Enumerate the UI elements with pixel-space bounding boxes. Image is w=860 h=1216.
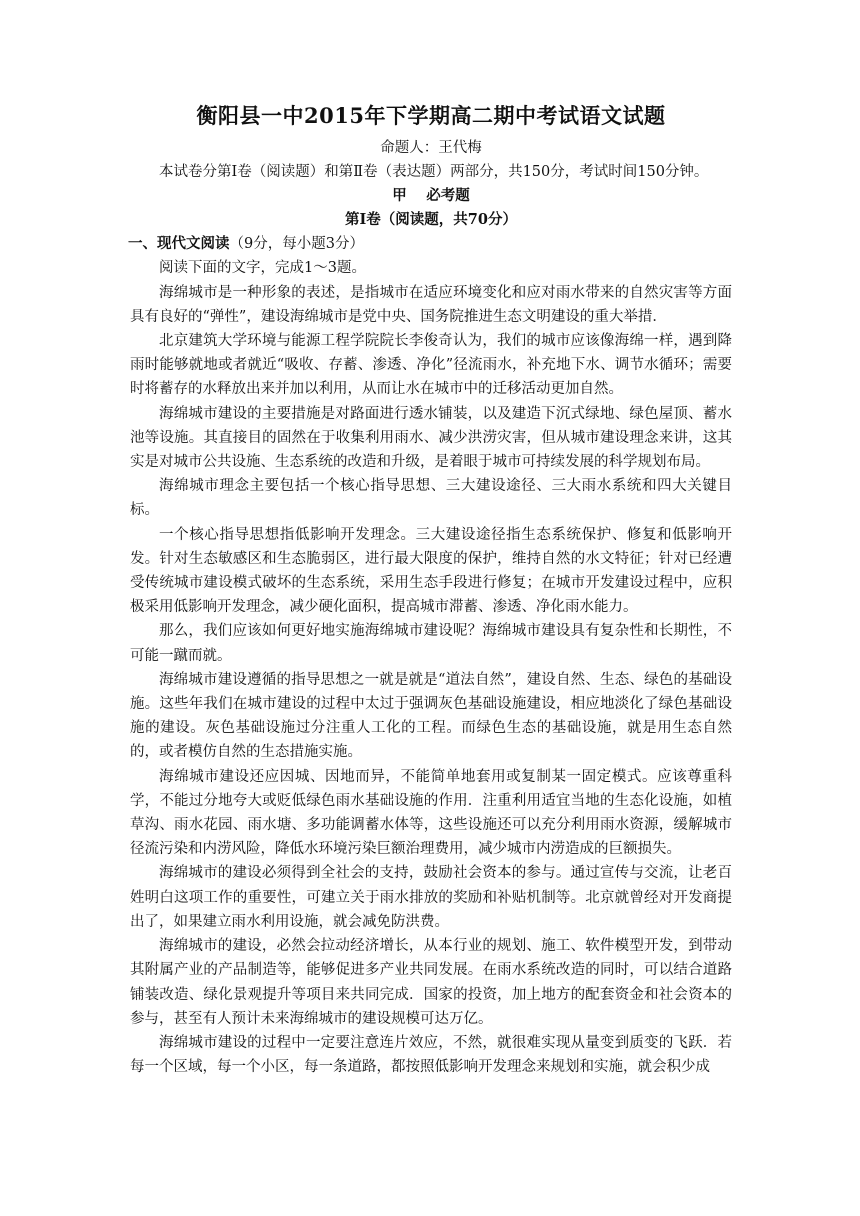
passage-paragraph: 那么，我们应该如何更好地实施海绵城市建设呢？海绵城市建设具有复杂性和长期性，不可能一蹴而就。: [130, 623, 732, 664]
passage-paragraph: 海绵城市是一种形象的表述，是指城市在适应环境变化和应对雨水带来的自然灾害等方面具有良好的“弹性”，建设海绵城市是党中央、国务院推进生态文明建设的重大举措．: [130, 284, 732, 325]
section-title: 一、现代文阅读: [128, 235, 230, 253]
passage-paragraph: 一个核心指导思想指低影响开发理念。三大建设途径指生态系统保护、修复和低影响开发。针对生态敏感区和生态脆弱区，进行最大限度的保护，维持自然的水文特征；针对已经遭受传统城市建设模式破坏的生态系统，采用生态手段进行修复；在城市开发建设过程中，应积极采用低影响开发理念，减少硬化面积，提高城市滞蓄、渗透、净化雨水能力。: [130, 526, 732, 616]
passage-paragraph: 海绵城市建设还应因城、因地而异，不能简单地套用或复制某一固定模式。应该尊重科学，不能过分地夸大或贬低绿色雨水基础设施的作用．注重利用适宜当地的生态化设施，如植草沟、雨水花园、雨水塘、多功能调蓄水体等，这些设施还可以充分利用雨水资源，缓解城市径流污染和内涝风险，降低水环境污染巨额治理费用，减少城市内涝造成的巨额损失。: [130, 768, 732, 858]
volume-heading: 第Ⅰ卷（阅读题，共70分）: [345, 211, 517, 229]
section-score-note: （9分，每小题3分）: [229, 236, 364, 253]
passage-paragraph: 北京建筑大学环境与能源工程学院院长李俊奇认为，我们的城市应该像海绵一样，遇到降雨时能够就地或者就近“吸收、存蓄、渗透、净化”径流雨水，补充地下水、调节水循环；需要时将蓄存的水释放出来并加以利用，从而让水在城市中的迁移活动更加自然。: [130, 333, 732, 398]
author-line: 命题人：王代梅: [380, 140, 482, 156]
part-heading: 甲 必考题: [392, 187, 470, 205]
passage-paragraph: 海绵城市建设的过程中一定要注意连片效应，不然，就很难实现从量变到质变的飞跃．若每一个区域，每一个小区，每一条道路，都按照低影响开发理念来规划和实施，就会积少成: [130, 1034, 732, 1076]
passage-paragraph: 海绵城市建设遵循的指导思想之一就是就是“道法自然”，建设自然、生态、绿色的基础设施。这些年我们在城市建设的过程中太过于强调灰色基础设施建设，相应地淡化了绿色基础设施的建设。灰色基础设施过分注重人工化的工程。而绿色生态的基础设施，就是用生态自然的，或者模仿自然的生态措施实施。: [130, 671, 732, 761]
section-heading: [128, 232, 732, 256]
passage-paragraph: 海绵城市的建设，必然会拉动经济增长，从本行业的规划、施工、软件模型开发，到带动其附属产业的产品制造等，能够促进多产业共同发展。在雨水系统改造的同时，可以结合道路铺装改造、绿化景观提升等项目来共同完成．国家的投资，加上地方的配套资金和社会资本的参与，甚至有人预计未来海绵城市的建设规模可达万亿。: [130, 938, 732, 1027]
exam-notice: 本试卷分第Ⅰ卷（阅读题）和第Ⅱ卷（表达题）两部分，共150分，考试时间150分钟。: [159, 164, 709, 180]
passage-paragraph: 海绵城市的建设必须得到全社会的支持，鼓励社会资本的参与。通过宣传与交流，让老百姓明白这项工作的重要性，可建立关于雨水排放的奖励和补贴机制等。北京就曾经对开发商提出了，如果建立雨水利用设施，就会减免防洪费。: [130, 865, 732, 930]
reading-passage: [130, 281, 732, 1080]
reading-instruction: 阅读下面的文字，完成1～3题。: [159, 260, 366, 277]
passage-paragraph: 海绵城市理念主要包括一个核心指导思想、三大建设途径、三大雨水系统和四大关键目标。: [130, 478, 732, 519]
passage-paragraph: 海绵城市建设的主要措施是对路面进行透水铺装，以及建造下沉式绿地、绿色屋顶、蓄水池等设施。其直接目的固然在于收集利用雨水、减少洪涝灾害，但从城市建设理念来讲，这其实是对城市公共设施、生态系统的改造和升级，是着眼于城市可持续发展的科学规划布局。: [130, 405, 732, 471]
exam-title: 衡阳县一中2015年下学期高二期中考试语文试题: [196, 103, 666, 128]
